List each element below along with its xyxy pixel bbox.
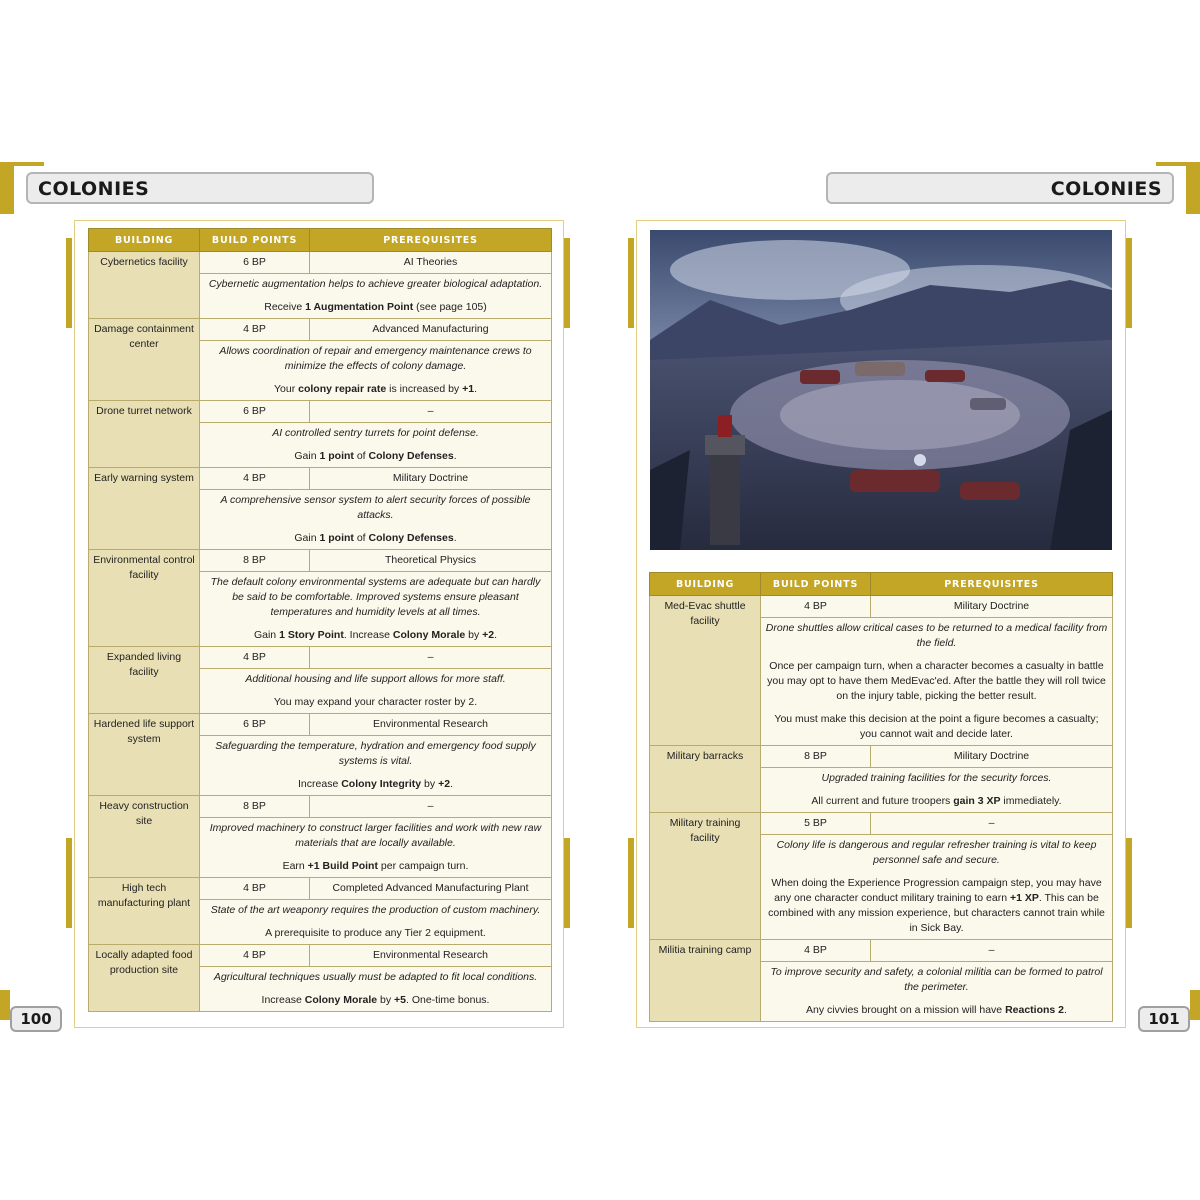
table-row	[89, 550, 552, 572]
effect-segment: Gain	[253, 629, 280, 641]
description-text: Additional housing and life support allows for more staff.	[245, 673, 506, 685]
building-name: Heavy construction site	[89, 796, 200, 878]
description-text: Safeguarding the temperature, hydration and emergency food supply systems is vital.	[215, 740, 536, 767]
description-text: Improved machinery to construct larger facilities and work with new raw materials that are locally available.	[209, 822, 542, 849]
effect-text	[204, 628, 547, 643]
description-text: The default colony environmental systems are adequate but can hardly be said to be comfortable. Improved systems ensure pleasant temperatures and humidity levels at all times.	[210, 576, 541, 618]
effect-segment: per campaign turn.	[377, 860, 469, 872]
effect-segment: When doing the Experience Progression campaign step, you may have any one character conduct military training to earn	[771, 877, 1102, 904]
buildings-table	[88, 228, 552, 1012]
building-name: Expanded living facility	[89, 647, 200, 714]
prerequisite: Environmental Research	[310, 945, 552, 967]
building-description	[200, 900, 552, 945]
building-description	[200, 274, 552, 319]
effect-keyword: Colony Morale	[392, 629, 466, 641]
header-box	[26, 172, 374, 204]
effect-segment: is increased by	[386, 383, 463, 395]
column-header-build-points: BUILD POINTS	[200, 229, 310, 252]
build-points: 8 BP	[200, 796, 310, 818]
building-description	[761, 618, 1113, 746]
table-row	[89, 401, 552, 423]
header-accent-line	[0, 162, 44, 166]
effect-segment: . This can be combined with any mission experience, but characters cannot train while in Sick Bay.	[768, 892, 1105, 934]
effect-text	[204, 777, 547, 792]
effect-segment: Any civvies brought on a mission will have	[806, 1004, 1006, 1016]
building-description	[200, 669, 552, 714]
prerequisite: Military Doctrine	[871, 596, 1113, 618]
build-points: 4 BP	[200, 945, 310, 967]
building-description	[761, 835, 1113, 940]
effect-segment: A prerequisite to produce any Tier 2 equipment.	[265, 927, 486, 939]
effect-keyword: +1	[462, 383, 475, 395]
build-points: 4 BP	[200, 319, 310, 341]
effect-segment: Increase	[261, 994, 305, 1006]
prerequisite: Theoretical Physics	[310, 550, 552, 572]
prerequisite: –	[871, 813, 1113, 835]
effect-keyword: Colony Defenses	[368, 450, 454, 462]
building-description	[200, 423, 552, 468]
building-description	[761, 962, 1113, 1022]
effect-keyword: +1 XP	[1009, 892, 1039, 904]
building-description	[761, 768, 1113, 813]
effect-segment: .	[494, 629, 498, 641]
colony-illustration	[650, 230, 1112, 550]
building-name: High tech manufacturing plant	[89, 878, 200, 945]
effect-segment: Increase	[298, 778, 342, 790]
building-name: Damage containment center	[89, 319, 200, 401]
building-name: Med-Evac shuttle facility	[650, 596, 761, 746]
frame-ornament	[66, 238, 72, 328]
header-box	[826, 172, 1174, 204]
effect-text	[765, 794, 1108, 809]
build-points: 4 BP	[200, 647, 310, 669]
build-points: 4 BP	[761, 940, 871, 962]
effect-keyword: +5	[394, 994, 406, 1006]
description-text: State of the art weaponry requires the production of custom machinery.	[210, 904, 541, 916]
effect-segment: (see page 105)	[413, 301, 487, 313]
frame-ornament	[1126, 238, 1132, 328]
build-points: 4 BP	[200, 878, 310, 900]
effect-segment: of	[353, 532, 369, 544]
building-description	[200, 341, 552, 401]
effect-segment: by	[377, 994, 395, 1006]
page-number: 101	[1138, 1006, 1190, 1032]
page-title: COLONIES	[1050, 178, 1162, 200]
build-points: 5 BP	[761, 813, 871, 835]
effect-segment: .	[453, 532, 457, 544]
column-header-building: BUILDING	[650, 573, 761, 596]
building-name: Early warning system	[89, 468, 200, 550]
effect-keyword: +2	[482, 629, 495, 641]
effect-keyword: 1 Story Point	[279, 629, 344, 641]
effect-keyword: Colony Defenses	[368, 532, 454, 544]
effect-segment: by	[421, 778, 439, 790]
effect-segment: Earn	[282, 860, 308, 872]
building-name: Militia training camp	[650, 940, 761, 1022]
column-header-prerequisites: PREREQUISITES	[871, 573, 1113, 596]
header-accent	[0, 162, 14, 214]
table-header-row	[89, 229, 552, 252]
rule-text: Once per campaign turn, when a character becomes a casualty in battle you may opt to have them MedEvac'ed. After the battle they will roll twice on the injury table, picking the better result.	[767, 660, 1106, 702]
effect-segment: Your	[273, 383, 299, 395]
page-number: 100	[10, 1006, 62, 1032]
prerequisite: Advanced Manufacturing	[310, 319, 552, 341]
building-description	[200, 490, 552, 550]
right-page	[600, 158, 1200, 1038]
effect-keyword: +2	[438, 778, 451, 790]
build-points: 8 BP	[761, 746, 871, 768]
prerequisite: Environmental Research	[310, 714, 552, 736]
table-row	[89, 319, 552, 341]
prerequisite: Completed Advanced Manufacturing Plant	[310, 878, 552, 900]
table-row	[89, 878, 552, 900]
effect-segment: Receive	[264, 301, 306, 313]
column-header-build-points: BUILD POINTS	[761, 573, 871, 596]
build-points: 6 BP	[200, 252, 310, 274]
build-points: 8 BP	[200, 550, 310, 572]
effect-text	[765, 876, 1108, 936]
rule-text: You must make this decision at the point a figure becomes a casualty; you cannot wait and decide later.	[774, 713, 1099, 740]
header-frame	[810, 158, 1200, 218]
building-description	[200, 818, 552, 878]
effect-segment: .	[474, 383, 478, 395]
building-name: Military training facility	[650, 813, 761, 940]
description-text: AI controlled sentry turrets for point defense.	[272, 427, 479, 439]
effect-keyword: +1 Build Point	[307, 860, 378, 872]
frame-ornament	[66, 838, 72, 928]
prerequisite: –	[310, 796, 552, 818]
table-row	[89, 468, 552, 490]
effect-text	[204, 859, 547, 874]
table-row	[89, 945, 552, 967]
description-text: Drone shuttles allow critical cases to be returned to a medical facility from the field.	[765, 622, 1108, 649]
effect-segment: immediately.	[1000, 795, 1062, 807]
table-row	[650, 813, 1113, 835]
effect-segment: . One-time bonus.	[406, 994, 490, 1006]
buildings-table	[649, 572, 1113, 1022]
table-row	[650, 746, 1113, 768]
column-header-prerequisites: PREREQUISITES	[310, 229, 552, 252]
effect-segment: Gain	[294, 450, 320, 462]
table-row	[89, 647, 552, 669]
effect-segment: .	[1064, 1004, 1067, 1016]
description-text: Upgraded training facilities for the security forces.	[821, 772, 1052, 784]
effect-keyword: 1 Augmentation Point	[305, 301, 414, 313]
effect-keyword: Reactions 2	[1005, 1004, 1065, 1016]
page-title: COLONIES	[38, 178, 150, 200]
building-name: Drone turret network	[89, 401, 200, 468]
building-name: Hardened life support system	[89, 714, 200, 796]
table-row	[89, 796, 552, 818]
effect-text	[204, 449, 547, 464]
table-row	[89, 252, 552, 274]
building-description	[200, 967, 552, 1012]
frame-ornament	[628, 238, 634, 328]
effect-text	[765, 1003, 1108, 1018]
effect-keyword: Colony Integrity	[341, 778, 422, 790]
effect-text	[204, 382, 547, 397]
header-accent	[1186, 162, 1200, 214]
frame-ornament	[564, 238, 570, 328]
description-text: Agricultural techniques usually must be adapted to fit local conditions.	[213, 971, 538, 983]
prerequisite: –	[310, 401, 552, 423]
effect-text	[204, 695, 547, 710]
header-accent-line	[1156, 162, 1200, 166]
left-page	[0, 158, 600, 1038]
effect-text	[204, 926, 547, 941]
effect-text	[204, 300, 547, 315]
prerequisite: Military Doctrine	[310, 468, 552, 490]
effect-segment: All current and future troopers	[811, 795, 954, 807]
effect-text	[204, 531, 547, 546]
table-row	[89, 714, 552, 736]
prerequisite: –	[871, 940, 1113, 962]
building-name: Cybernetics facility	[89, 252, 200, 319]
build-points: 4 BP	[200, 468, 310, 490]
effect-segment: .	[453, 450, 457, 462]
page-number-accent	[1190, 990, 1200, 1020]
effect-keyword: 1 point	[319, 532, 354, 544]
effect-segment: Gain	[294, 532, 320, 544]
prerequisite: AI Theories	[310, 252, 552, 274]
page-number-accent	[0, 990, 10, 1020]
effect-segment: You may expand your character roster by 2.	[273, 696, 478, 708]
column-header-building: BUILDING	[89, 229, 200, 252]
header-frame	[0, 158, 390, 218]
frame-ornament	[1126, 838, 1132, 928]
effect-keyword: Colony Morale	[304, 994, 378, 1006]
prerequisite: Military Doctrine	[871, 746, 1113, 768]
building-name: Military barracks	[650, 746, 761, 813]
effect-keyword: gain 3 XP	[953, 795, 1001, 807]
description-text: Allows coordination of repair and emergency maintenance crews to minimize the effects of colony damage.	[219, 345, 532, 372]
effect-segment: of	[353, 450, 369, 462]
table-row	[650, 940, 1113, 962]
description-text: A comprehensive sensor system to alert security forces of possible attacks.	[220, 494, 531, 521]
description-text: Cybernetic augmentation helps to achieve greater biological adaptation.	[208, 278, 543, 290]
effect-keyword: colony repair rate	[298, 383, 387, 395]
build-points: 6 BP	[200, 401, 310, 423]
effect-segment: .	[450, 778, 453, 790]
prerequisite: –	[310, 647, 552, 669]
build-points: 6 BP	[200, 714, 310, 736]
colony-illustration-art	[650, 230, 1112, 550]
effect-segment: by	[465, 629, 483, 641]
description-text: To improve security and safety, a colonial militia can be formed to patrol the perimeter.	[770, 966, 1103, 993]
table-row	[650, 596, 1113, 618]
frame-ornament	[628, 838, 634, 928]
build-points: 4 BP	[761, 596, 871, 618]
description-text: Colony life is dangerous and regular refresher training is vital to keep personnel safe and secure.	[776, 839, 1097, 866]
building-name: Locally adapted food production site	[89, 945, 200, 1012]
effect-segment: . Increase	[343, 629, 393, 641]
building-description	[200, 572, 552, 647]
building-description	[200, 736, 552, 796]
effect-text	[204, 993, 547, 1008]
building-name: Environmental control facility	[89, 550, 200, 647]
table-header-row	[650, 573, 1113, 596]
frame-ornament	[564, 838, 570, 928]
effect-keyword: 1 point	[319, 450, 354, 462]
